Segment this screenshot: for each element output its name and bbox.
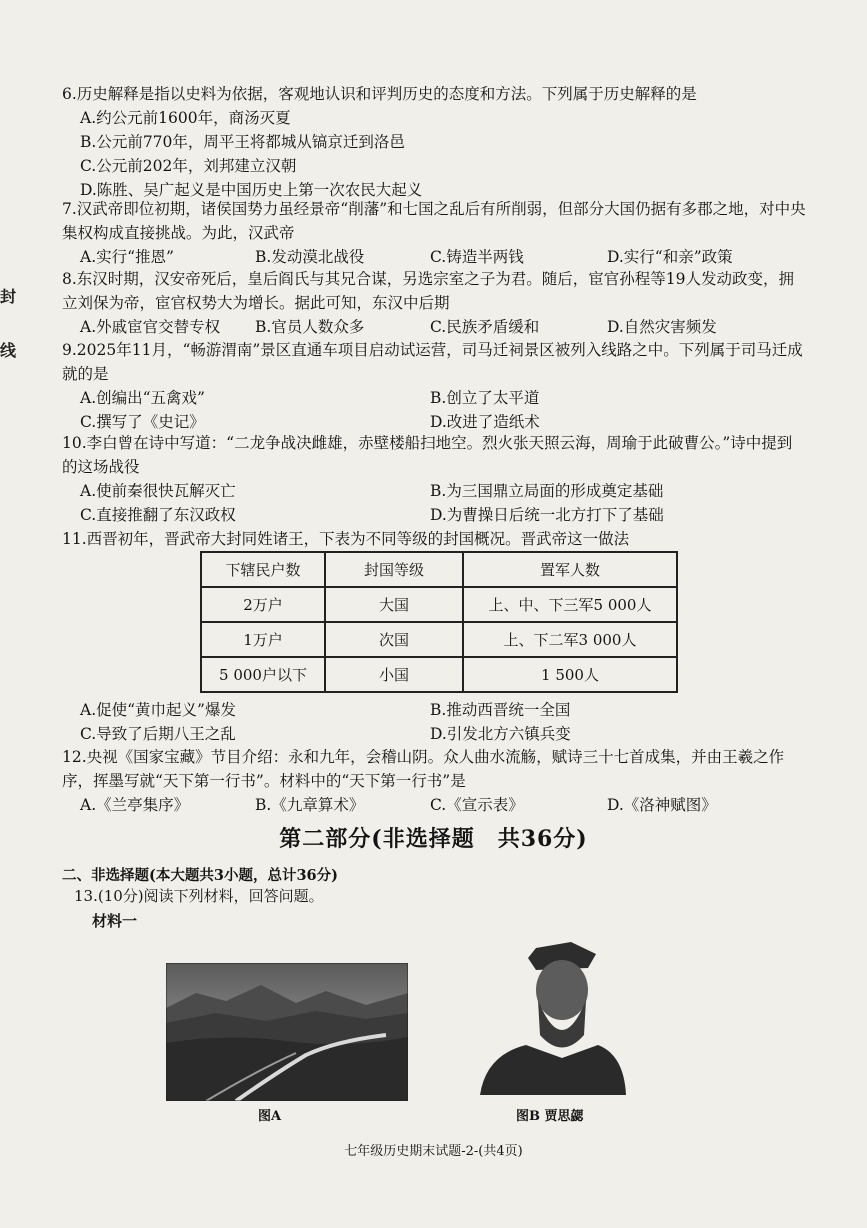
table-cell: 5 000户以下: [201, 657, 325, 692]
part-two-subtitle: 二、非选择题(本大题共3小题，总计36分): [62, 867, 338, 884]
table-cell: 1万户: [201, 622, 325, 657]
option-b: B.推动西晋统一全国: [430, 701, 571, 719]
option-d: D.改进了造纸术: [430, 413, 540, 431]
option-b: B.为三国鼎立局面的形成奠定基础: [430, 482, 664, 500]
question-stem: 9.2025年11月，“畅游渭南”景区直通车项目启动试运营，司马迁祠景区被列入线路之中。下列属于司马迁成就的是: [62, 341, 803, 383]
option-a: A.外戚宦官交替专权: [80, 318, 221, 336]
figure-a-caption: 图A: [258, 1109, 282, 1124]
question-stem: 7.汉武帝即位初期，诸侯国势力虽经景帝“削藩”和七国之乱后有所削弱，但部分大国仍据有多郡之地，对中央集权构成直接挑战。为此，汉武帝: [62, 200, 806, 242]
option-d: D.陈胜、吴广起义是中国历史上第一次农民大起义: [80, 181, 423, 199]
option-c: C.直接推翻了东汉政权: [80, 506, 236, 524]
question-11: [62, 527, 807, 551]
question-stem: 12.央视《国家宝藏》节目介绍：永和九年，会稽山阴。众人曲水流觞，赋诗三十七首成集，并由王羲之作序，挥墨写就“天下第一行书”。材料中的“天下第一行书”是: [62, 748, 785, 790]
question-7: [62, 197, 807, 269]
option-d: D.《洛神赋图》: [607, 796, 717, 814]
question-8: [62, 267, 807, 339]
table-cell: 上、中、下三军5 000人: [463, 587, 677, 622]
option-d: D.自然灾害频发: [607, 318, 717, 336]
question-9: [62, 338, 807, 434]
table-header-cell: 置军人数: [463, 552, 677, 587]
option-d: D.实行“和亲”政策: [607, 248, 733, 266]
question-11-options: [62, 698, 807, 746]
fief-table: [200, 551, 678, 693]
question-stem: 6.历史解释是指以史料为依据，客观地认识和评判历史的态度和方法。下列属于历史解释的是: [62, 85, 697, 103]
table-cell: 大国: [325, 587, 463, 622]
option-c: C.公元前202年，刘邦建立汉朝: [80, 157, 297, 175]
table-row: [201, 622, 677, 657]
option-b: B.《九章算术》: [255, 796, 365, 814]
option-c: C.《宣示表》: [430, 796, 524, 814]
table-header-cell: 下辖民户数: [201, 552, 325, 587]
question-stem: 8.东汉时期，汉安帝死后，皇后阎氏与其兄合谋，另选宗室之子为君。随后，宦官孙程等19人发动政变，拥立刘保为帝，宦官权势大为增长。据此可知，东汉中后期: [62, 270, 795, 312]
table-cell: 上、下二军3 000人: [463, 622, 677, 657]
question-6: [62, 82, 807, 202]
table-row: [201, 657, 677, 692]
table-header-cell: 封国等级: [325, 552, 463, 587]
option-b: B.创立了太平道: [430, 389, 540, 407]
figure-b-caption: 图B 贾思勰: [516, 1109, 584, 1124]
option-c: C.民族矛盾缓和: [430, 318, 540, 336]
margin-line-mark: 线: [0, 341, 17, 360]
option-a: A.使前秦很快瓦解灭亡: [80, 482, 236, 500]
option-d: D.引发北方六镇兵变: [430, 725, 571, 743]
material-one-label: 材料一: [92, 912, 138, 930]
margin-seal-mark: 封: [0, 287, 17, 306]
option-b: B.公元前770年，周平王将都城从镐京迁到洛邑: [80, 133, 405, 151]
option-c: C.铸造半两钱: [430, 248, 524, 266]
figure-b-bust-photo: [476, 940, 628, 1095]
question-10: [62, 431, 807, 527]
table-cell: 2万户: [201, 587, 325, 622]
option-b: B.发动漠北战役: [255, 248, 365, 266]
question-12: [62, 745, 807, 817]
part-two-title: 第二部分(非选择题 共36分): [279, 826, 588, 852]
page-footer: 七年级历史期末试题-2-(共4页): [344, 1144, 523, 1159]
table-cell: 次国: [325, 622, 463, 657]
option-a: A.促使“黄巾起义”爆发: [80, 701, 236, 719]
table-header-row: [201, 552, 677, 587]
option-c: C.导致了后期八王之乱: [80, 725, 236, 743]
question-stem: 11.西晋初年，晋武帝大封同姓诸王，下表为不同等级的封国概况。晋武帝这一做法: [62, 530, 630, 548]
question-13-stem: 13.(10分)阅读下列材料，回答问题。: [74, 887, 324, 905]
question-stem: 10.李白曾在诗中写道：“二龙争战决雌雄，赤壁楼船扫地空。烈火张天照云海，周瑜于此破曹公。”诗中提到的这场战役: [62, 434, 793, 476]
option-c: C.撰写了《史记》: [80, 413, 205, 431]
figure-a-landscape-photo: [166, 963, 408, 1101]
option-a: A.约公元前1600年，商汤灭夏: [80, 109, 291, 127]
table-cell: 小国: [325, 657, 463, 692]
table-cell: 1 500人: [463, 657, 677, 692]
option-b: B.官员人数众多: [255, 318, 365, 336]
option-d: D.为曹操日后统一北方打下了基础: [430, 506, 664, 524]
option-a: A.创编出“五禽戏”: [80, 389, 205, 407]
table-row: [201, 587, 677, 622]
option-a: A.《兰亭集序》: [80, 796, 190, 814]
option-a: A.实行“推恩”: [80, 248, 174, 266]
